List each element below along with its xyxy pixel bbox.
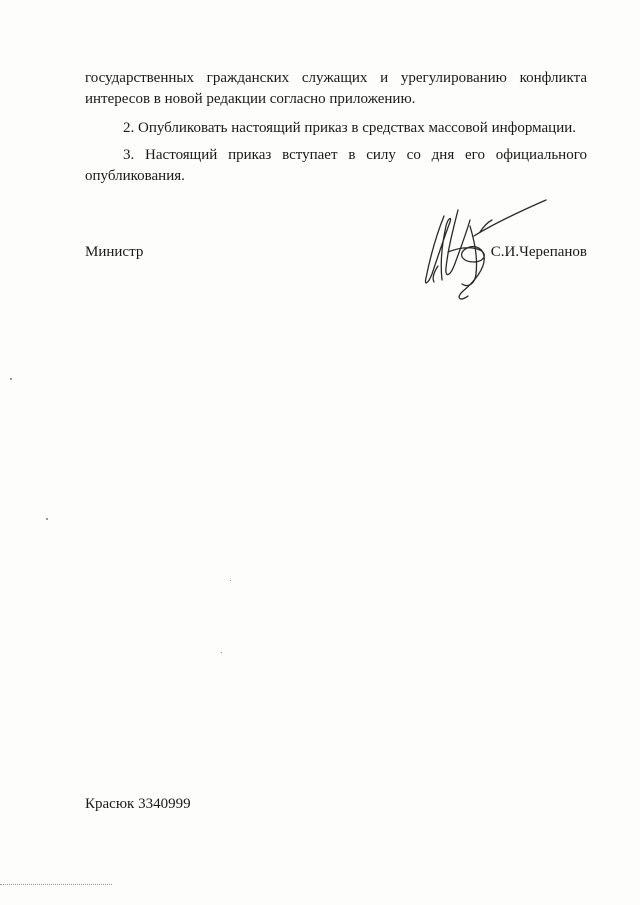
paragraph-line: государственных гражданских служащих и урегулированию конфликта [85,70,587,86]
executor-contact: Красюк 3340999 [85,796,191,812]
handwritten-signature [418,196,568,306]
paragraph-line: 3. Настоящий приказ вступает в силу со дня его официального [123,147,587,163]
paragraph-continuation [85,68,587,110]
signatory-title: Министр [85,244,144,260]
scan-edge-artifact [0,884,112,885]
paragraph-item-2: 2. Опубликовать настоящий приказ в средствах массовой информации. [123,120,577,136]
signatory-name: С.И.Черепанов [490,244,587,260]
scan-speck [221,652,222,653]
paragraph-item-3 [85,145,587,187]
scan-speck [230,580,231,581]
scan-speck [46,518,48,520]
scan-speck [10,378,12,380]
paragraph-line: опубликования. [85,168,185,184]
paragraph-line: интересов в новой редакции согласно приложению. [85,91,416,107]
